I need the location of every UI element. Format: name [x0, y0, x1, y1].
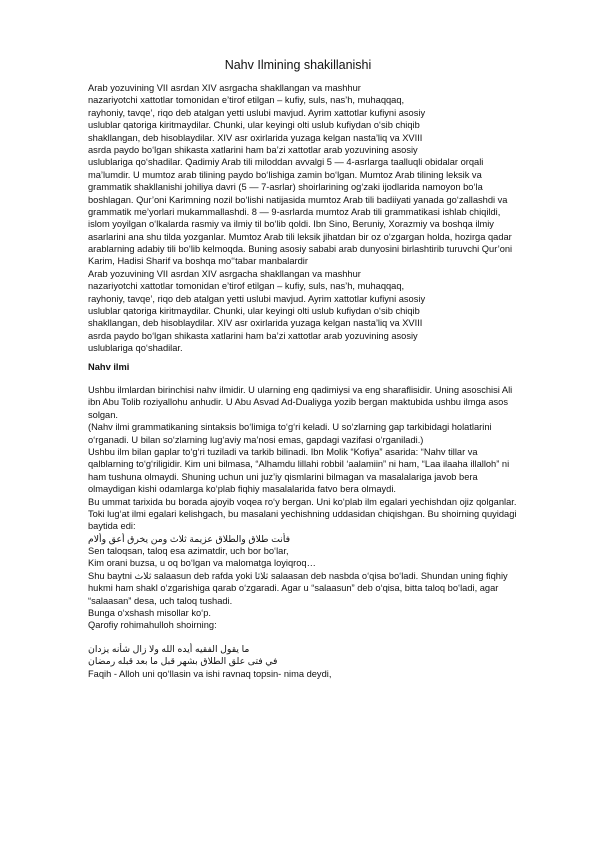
text-segment: salaasan deb nasbda o‘qisa bo‘ladi. Shundan uning fiqhiy	[268, 570, 508, 581]
text-segment: salaasun deb rafda yoki	[151, 570, 255, 581]
paragraph-line: rayhoniy, tavqe’, riqo deb atalgan yetti uslubi mavjud. Ayrim xattotlar kufiyni asosiy	[88, 293, 426, 304]
paragraph-line: Kim orani buzsa, u oq bo‘lgan va malomatga loyiqroq…	[88, 558, 316, 569]
paragraph-line: rayhoniy, tavqe’, riqo deb atalgan yetti uslubi mavjud. Ayrim xattotlar kufiyni asosiy	[88, 107, 426, 118]
paragraph-line: baytida edi:	[88, 521, 136, 532]
paragraph-line: Karim, Hadisi Sharif va boshqa mo‘‘tabar manbalardir	[88, 256, 308, 267]
section-heading: Nahv ilmi	[88, 361, 130, 372]
paragraph-line: uslublariga qo‘shadilar. Qadimiy Arab tili miloddan avvalgi 5 — 4-asrlarga taalluqli obidalar orqali	[88, 157, 484, 168]
paragraph-line: grammatik me’yorlari mukammallashdi. 8 — 9-asrlarda mumtoz Arab tili grammatikasi ishlab chiqildi,	[88, 206, 501, 217]
paragraph-line: Bunga o‘xshash misollar ko‘p.	[88, 608, 211, 619]
paragraph-line: ham tushuna olmaydi. Shuning uchun uni juz’iy qismlarini bilmagan va masalalariga javob bera	[88, 471, 478, 482]
paragraph-line: asrda paydo bo‘lgan shikasta xatlarini ham ba’zi xattotlar arab yozuvining asosiy	[88, 330, 418, 341]
paragraph-line: islom yoyilgan o‘lkalarda rasmiy va ilmiy til bo‘lib qoldi. Ibn Sino, Beruniy, Xorazmiy va boshqa ilmiy	[88, 219, 494, 230]
paragraph-line: boshlagan. Qur’oni Karimning nozil bo‘lishi natijasida mumtoz Arab tili badiiyati yanada go‘zallashdi va	[88, 194, 508, 205]
paragraph-line: Bu ummat tarixida bu borada ajoyib voqea ro‘y bergan. Uni ko‘plab ilm egalari yechishdan ojiz qolganlar.	[88, 496, 517, 507]
paragraph-line-with-arabic	[88, 570, 558, 582]
paragraph-line: asrda paydo bo‘lgan shikasta xatlarini ham ba’zi xattotlar arab yozuvining asosiy	[88, 144, 418, 155]
paragraph-line: solgan.	[88, 409, 118, 420]
arabic-verse-line: ما يقول الفقيه أيده الله ولا زال شأنه يزدان	[88, 643, 250, 654]
paragraph-line: (Nahv ilmi grammatikaning sintaksis bo‘limiga to‘g‘ri keladi. U so‘zlarning gap tarkibidagi holatlarini	[88, 422, 492, 433]
paragraph-line: arablarning adabiy tili bo‘lib kelmoqda. Buning asosiy sababi arab dunyosini birlashtirib turuvchi Qur’oni	[88, 244, 513, 255]
paragraph-line: Arab yozuvining VII asrdan XIV asrgacha shakllangan va mashhur	[88, 83, 361, 93]
paragraph-line: uslublariga qo‘shadilar.	[88, 343, 183, 354]
paragraph-line: o‘rganadi. U bilan so‘zlarning lug‘aviy ma’nosi emas, gapdagi vazifasi o‘rganiladi.)	[88, 434, 424, 445]
paragraph-line: “salaasan” desa, uch taloq tushadi.	[88, 595, 233, 606]
paragraph-line: grammatik shakllanishi johiliya davri (5 — 7-asrlar) shoirlarining og‘zaki ijodlarida namoyon bo‘la	[88, 182, 483, 193]
paragraph-line: ma’lumdir. U mumtoz arab tilining paydo bo‘lishiga zamin bo‘lgan. Mumtoz Arab tilining leksik va	[88, 169, 482, 180]
paragraph-line: olmaydigan kishi odamlarga ko‘plab fiqhiy masalalarida fatvo bera olmaydi.	[88, 484, 396, 495]
paragraph-line: ibn Abu Tolib roziyallohu anhudir. U Abu Asvad Ad-Dualiyga yozib bergan maktubida ushbu ilmga asos	[88, 397, 509, 408]
paragraph-line: Toki lug‘at ilmi egalari kelishgach, bu masalani yechishning uddasidan chiqishgan. Bu shoirning quyidagi	[88, 508, 517, 519]
paragraph-line: hukmi ham shakl o‘zgarishiga qarab o‘zgaradi. Agar u “salaasun” deb o‘qisa, bitta taloq bo‘ladi, agar	[88, 583, 499, 594]
paragraph-line: nazariyotchi xattotlar tomonidan e’tirof etilgan – kufiy, suls, nas’h, muhaqqaq,	[88, 95, 405, 106]
paragraph-line: qalblarning to‘g‘riligidir. Kim uni bilmasa, “Alhamdu lillahi robbil ‘aalamiin” ni ham, “Laa ilaaha illalloh” ni	[88, 459, 510, 470]
text-segment: Shu baytni	[88, 570, 135, 581]
arabic-verse-line: في فتى علق الطلاق بشهر قبل ما بعد قبله رمضان	[88, 656, 278, 667]
paragraph-line: shakllangan, deb hisoblaydilar. XIV asr oxirlarida yuzaga kelgan nasta’liq va XVIII	[88, 132, 423, 143]
paragraph-line: uslublar qatoriga kiritmaydilar. Chunki, ular keyingi olti uslub kufiydan o‘sib chiqib	[88, 120, 420, 131]
paragraph-line: uslublar qatoriga kiritmaydilar. Chunki, ular keyingi olti uslub kufiydan o‘sib chiqib	[88, 306, 420, 317]
arabic-word: ثلاثا	[254, 570, 269, 581]
paragraph-line: nazariyotchi xattotlar tomonidan e’tirof etilgan – kufiy, suls, nas’h, muhaqqaq,	[88, 281, 405, 292]
paragraph-line: Ushbu ilmlardan birinchisi nahv ilmidir. U ularning eng qadimiysi va eng sharaflisidir. Uning asoschisi Ali	[88, 384, 513, 395]
paragraph-line: shakllangan, deb hisoblaydilar. XIV asr oxirlarida yuzaga kelgan nasta’liq va XVIII	[88, 318, 423, 329]
paragraph-line: Arab yozuvining VII asrdan XIV asrgacha shakllangan va mashhur	[88, 268, 361, 279]
paragraph-line: Sen taloqsan, taloq esa azimatdir, uch bor bo‘lar,	[88, 546, 289, 557]
paragraph-line: Qarofiy rohimahulloh shoirning:	[88, 620, 217, 631]
paragraph-line: Faqih - Alloh uni qo‘llasin va ishi ravnaq topsin- nima deydi,	[88, 668, 332, 679]
document-body	[88, 82, 558, 680]
paragraph-line: Ushbu ilm bilan gaplar to‘g‘ri tuziladi va tarkib bilinadi. Ibn Molik “Kofiya” asarida: “Nahv tillar va	[88, 446, 478, 457]
document-title: Nahv Ilmining shakillanishi	[224, 58, 372, 72]
arabic-word: ثلاث	[134, 570, 152, 581]
paragraph-line: asarlarini ana shu tilda yozganlar. Mumtoz Arab tili leksik jihatdan bir oz o‘zgargan holda, hozirga qadar	[88, 231, 512, 242]
arabic-verse-line: فأنت طلاق والطلاق عزيمة ثلاث ومن يخرق أعق وألام	[88, 533, 291, 544]
